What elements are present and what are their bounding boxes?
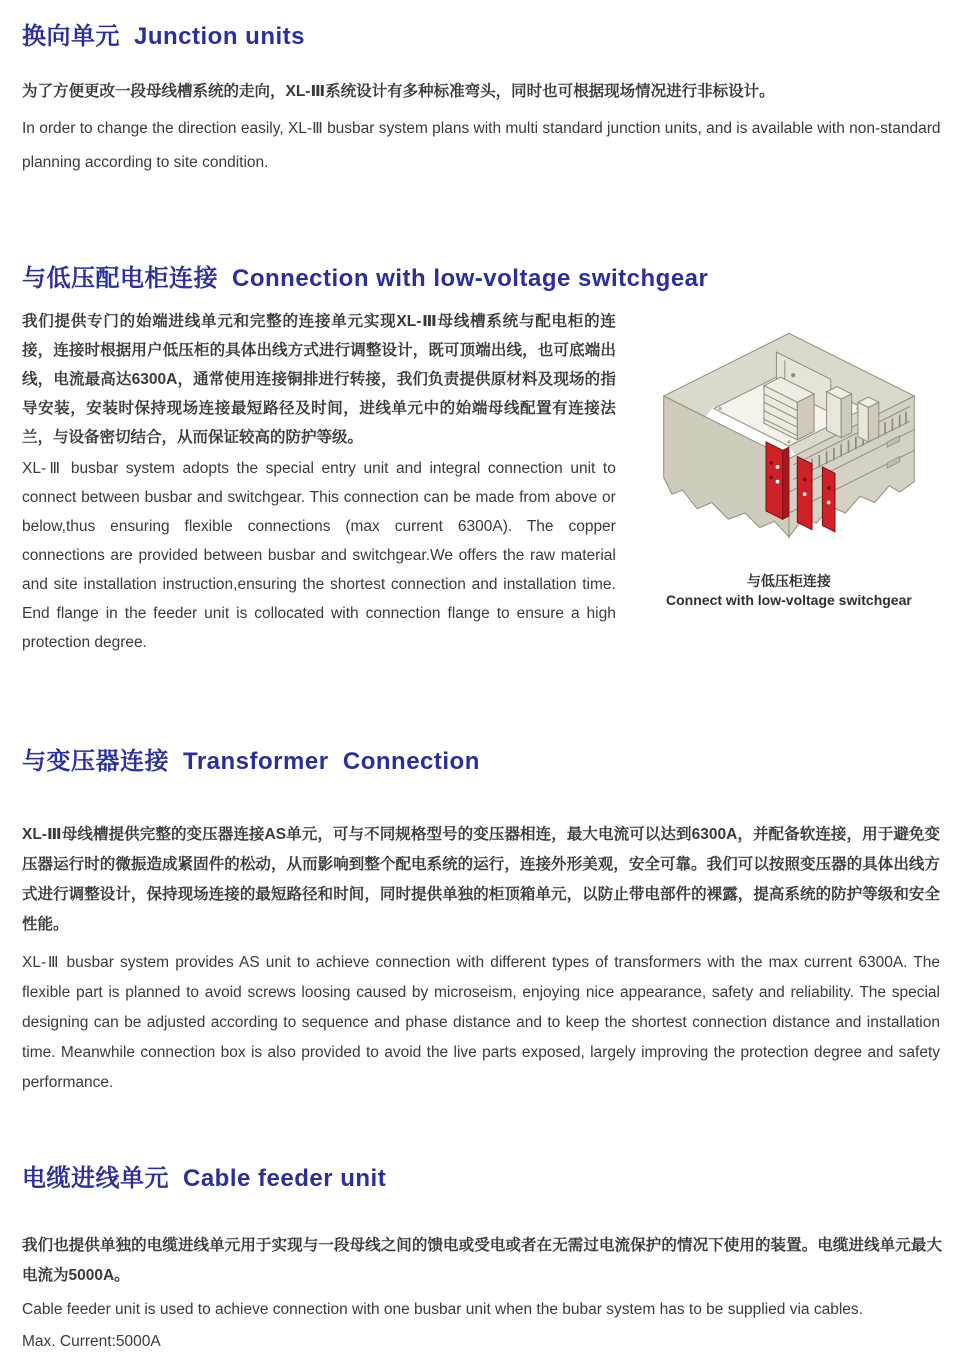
transformer-paragraph-en: XL-Ⅲ busbar system provides AS unit to achieve connection with different types of transformers with the max current 6300A. The flexible part is planned to avoid screws loosing caused by microseism, enjoying nice appearance, safety and reliability. The special designing can be adjusted according to sequence and phase distance and to keep the shortest connection distance and installation time. Meanwhile connection box is also provided to avoid the live parts exposed, largely improving the protection degree and safety performance. — [22, 954, 940, 1091]
switchgear-cabinet-illustration — [653, 325, 925, 561]
section-heading-transformer — [22, 741, 934, 776]
switchgear-text-column — [22, 307, 616, 657]
figure-caption-en: Connect with low-voltage switchgear — [666, 592, 912, 608]
section-heading-switchgear — [22, 258, 934, 293]
cable-paragraph-en: Cable feeder unit is used to achieve connection with one busbar unit when the bubar system has to be supplied via cables. — [22, 1301, 863, 1318]
section-heading-cable-feeder — [22, 1158, 934, 1193]
junction-paragraph-en: In order to change the direction easily, XL-Ⅲ busbar system plans with multi standard junction units, and is available with non-standard planning according to site condition. — [22, 120, 941, 171]
switchgear-paragraph-en: XL-Ⅲ busbar system adopts the special entry unit and integral connection unit to connect between busbar and switchgear. This connection can be made from above or below,thus ensuring flexible connections (max current 6300A). The copper connections are provided between busbar and switchgear.We offers the raw material and site installation instruction,ensuring the shortest connection and installation time. End flange in the feeder unit is collocated with connection flange to ensure a high protection degree. — [22, 460, 616, 651]
section-junction-units — [22, 16, 941, 180]
heading-en: Cable feeder unit — [183, 1165, 387, 1192]
heading-zh: 与变压器连接 — [22, 748, 169, 775]
section-switchgear-connection — [22, 258, 934, 657]
section-cable-feeder — [22, 1158, 942, 1357]
cable-max-current: Max. Current:5000A — [22, 1333, 161, 1350]
switchgear-content-row — [22, 307, 934, 657]
section-transformer-connection — [22, 741, 940, 1098]
junction-paragraph-zh: 为了方便更改一段母线槽系统的走向，XL-Ⅲ系统设计有多种标准弯头，同时也可根据现场情况进行非标设计。 — [22, 83, 775, 100]
heading-zh: 换向单元 — [22, 23, 120, 50]
section-heading-junction — [22, 16, 934, 51]
heading-zh: 电缆进线单元 — [22, 1165, 169, 1192]
heading-en: Connection with low-voltage switchgear — [232, 265, 709, 292]
heading-en: Junction units — [134, 23, 305, 50]
transformer-paragraph-zh: XL-Ⅲ母线槽提供完整的变压器连接AS单元，可与不同规格型号的变压器相连，最大电流可以达到6300A，并配备软连接，用于避免变压器运行时的微振造成紧固件的松动，从而影响到整个配电系统的运行，连接外形美观，安全可靠。我们可以按照变压器的具体出线方式进行调整设计，保持现场连接的最短路径和时间，同时提供单独的柜顶箱单元，以防止带电部件的裸露，提高系统的防护等级和安全性能。 — [22, 826, 940, 933]
heading-zh: 与低压配电柜连接 — [22, 265, 218, 292]
figure-caption — [644, 572, 934, 610]
switchgear-paragraph-zh: 我们提供专门的始端进线单元和完整的连接单元实现XL-Ⅲ母线槽系统与配电柜的连接，连接时根据用户低压柜的具体出线方式进行调整设计，既可顶端出线，也可底端出线，电流最高达6300A，通常使用连接铜排进行转接，我们负责提供原材料及现场的指导安装，安装时保持现场连接最短路径及时间，进线单元中的始端母线配置有连接法兰，与设备密切结合，从而保证较高的防护等级。 — [22, 313, 616, 446]
switchgear-figure — [644, 325, 934, 657]
heading-en: Transformer Connection — [183, 748, 480, 775]
figure-caption-zh: 与低压柜连接 — [746, 573, 831, 589]
cable-paragraph-zh: 我们也提供单独的电缆进线单元用于实现与一段母线之间的馈电或受电或者在无需过电流保护的情况下使用的装置。电缆进线单元最大电流为5000A。 — [22, 1237, 942, 1284]
